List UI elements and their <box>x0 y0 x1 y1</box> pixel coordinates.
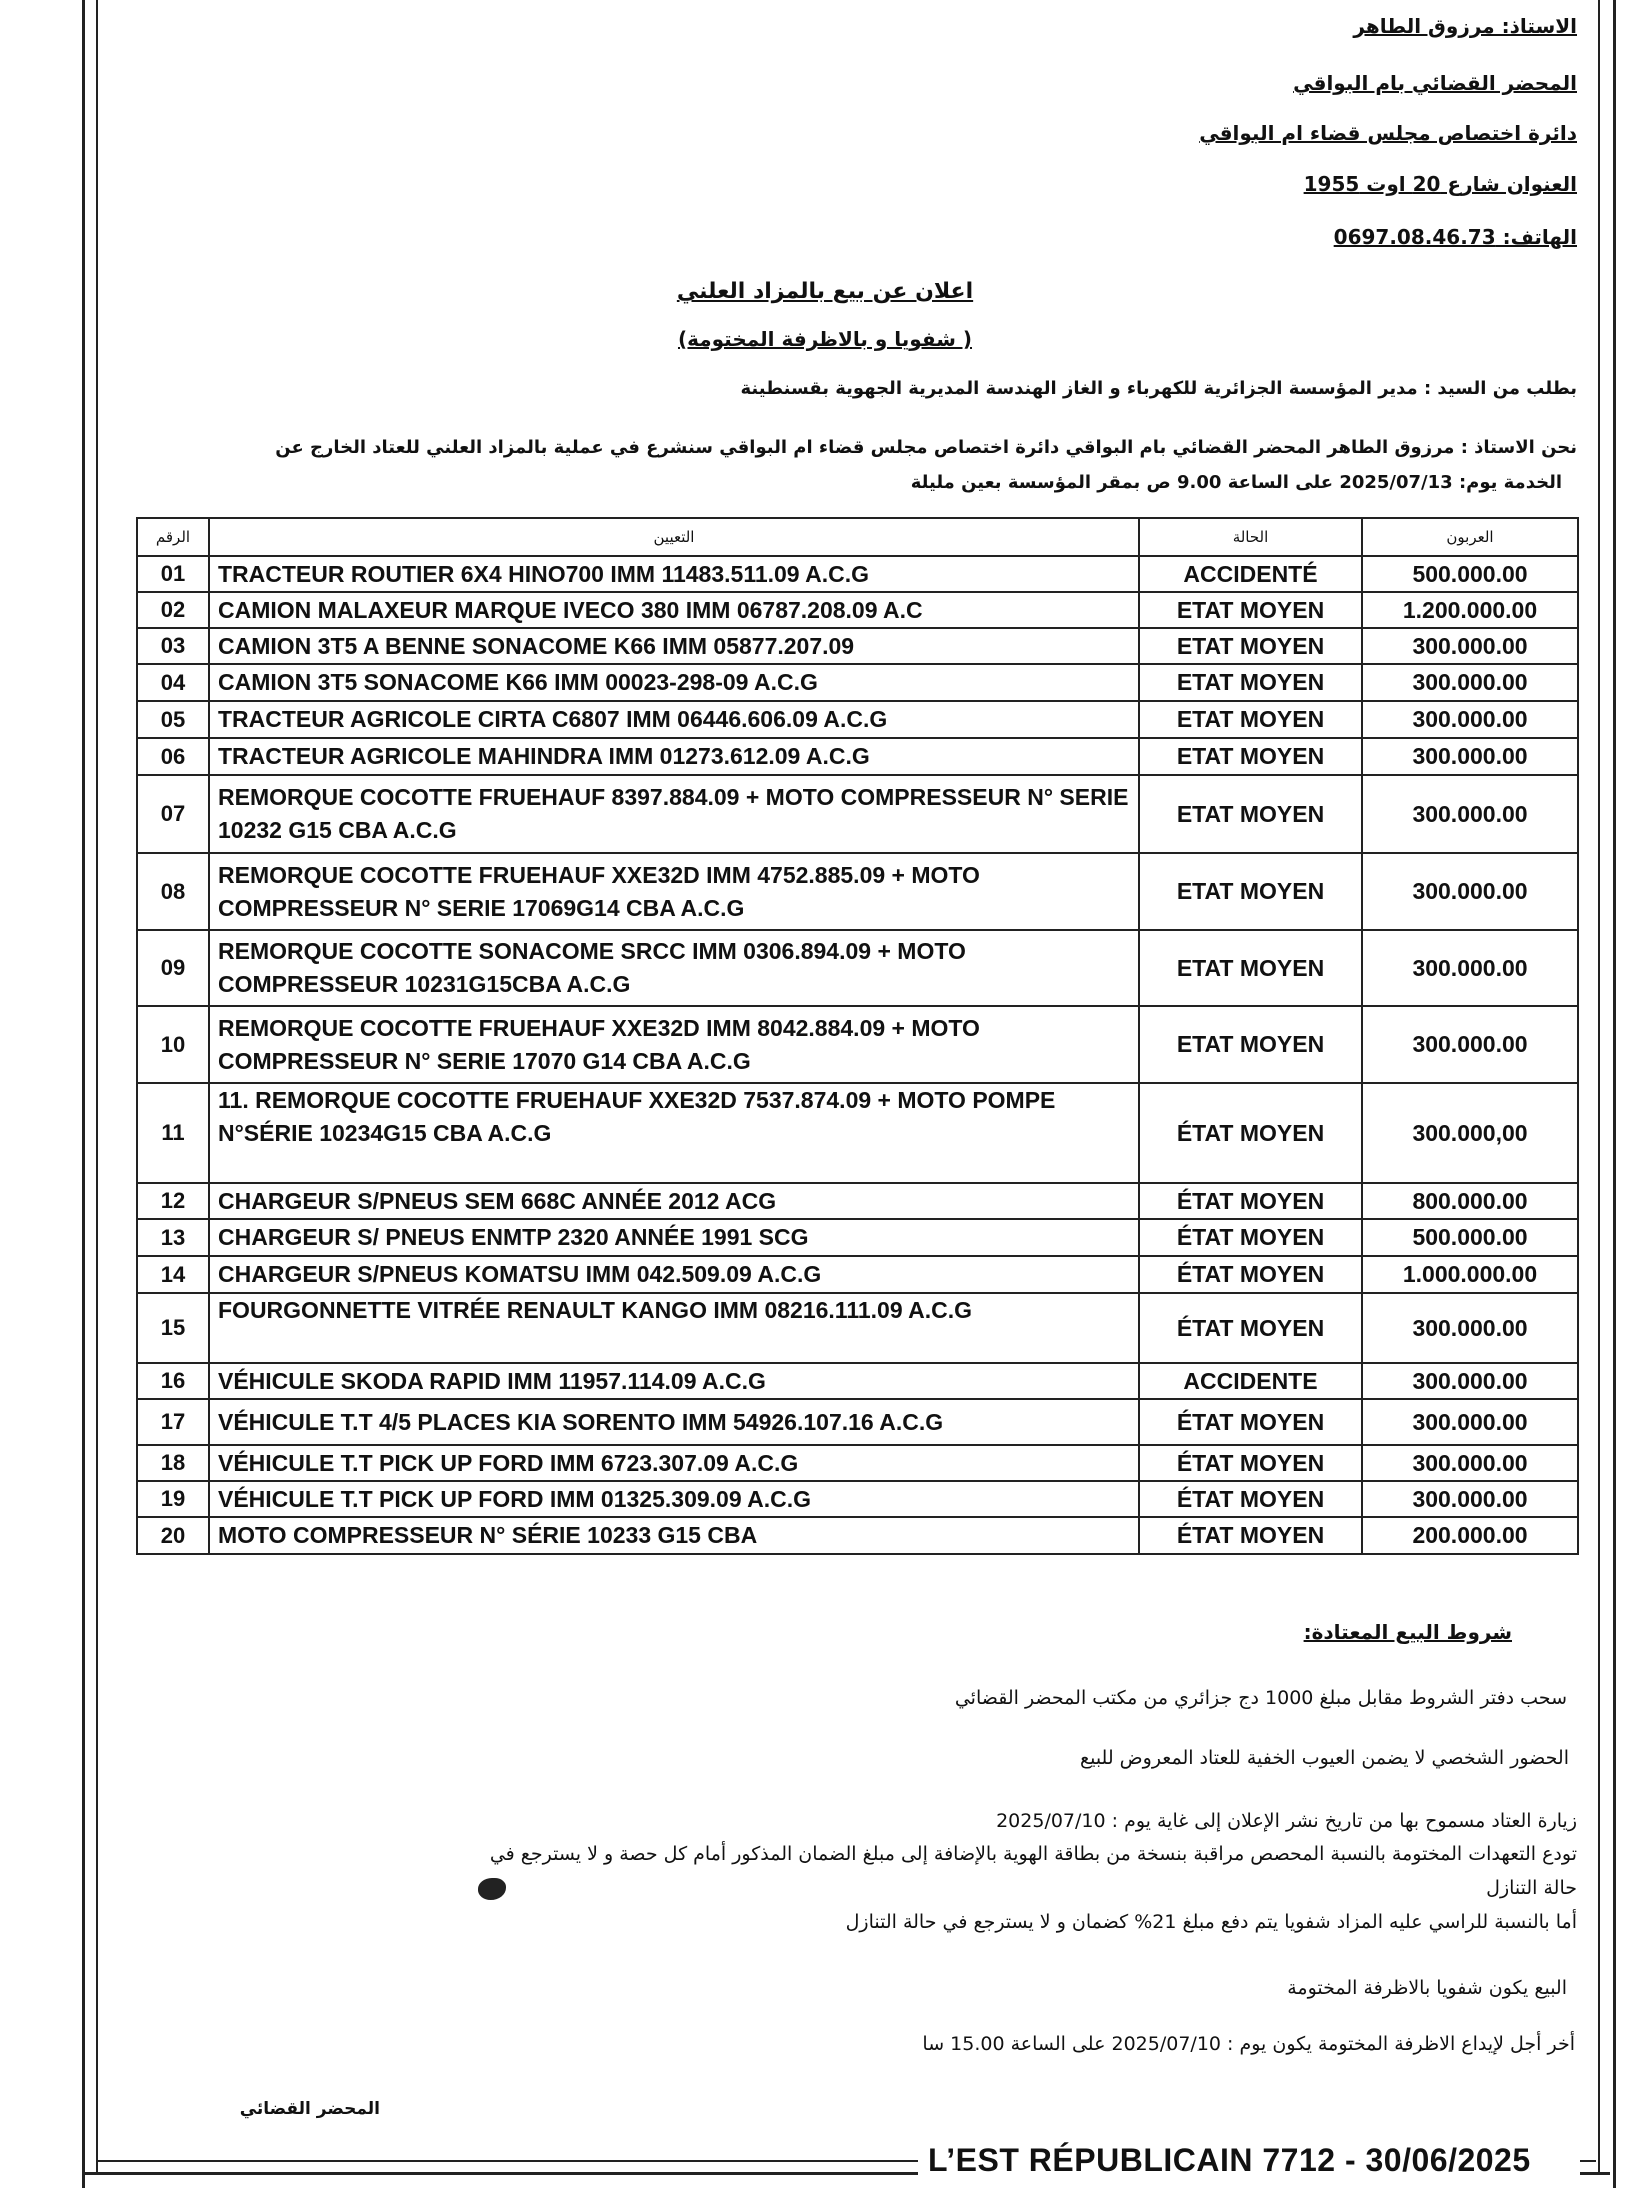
row-number: 17 <box>137 1399 209 1445</box>
items-table <box>136 517 1579 1555</box>
row-number: 15 <box>137 1293 209 1363</box>
row-price: 300.000.00 <box>1362 853 1578 930</box>
row-designation: MOTO COMPRESSEUR N° SÉRIE 10233 G15 CBA <box>209 1517 1139 1554</box>
header-role: المحضر القضائي بام البواقي <box>1293 71 1577 95</box>
row-number: 05 <box>137 701 209 738</box>
row-number: 19 <box>137 1481 209 1517</box>
row-designation: CAMION MALAXEUR MARQUE IVECO 380 IMM 06787.208.09 A.C <box>209 592 1139 628</box>
row-etat: ETAT MOYEN <box>1139 738 1362 775</box>
row-etat: ÉTAT MOYEN <box>1139 1399 1362 1445</box>
condition-item: البيع يكون شفويا بالاظرفة المختومة <box>1287 1977 1567 1999</box>
row-price: 300.000.00 <box>1362 1445 1578 1481</box>
row-price: 1.200.000.00 <box>1362 592 1578 628</box>
row-number: 10 <box>137 1006 209 1083</box>
row-etat: ETAT MOYEN <box>1139 853 1362 930</box>
row-price: 500.000.00 <box>1362 1219 1578 1256</box>
row-price: 500.000.00 <box>1362 556 1578 592</box>
header-address: العنوان شارع 20 اوت 1955 <box>1303 172 1577 196</box>
row-designation: REMORQUE COCOTTE SONACOME SRCC IMM 0306.894.09 + MOTO COMPRESSEUR 10231G15CBA A.C.G <box>209 930 1139 1006</box>
table-row <box>137 775 1578 853</box>
row-price: 300.000.00 <box>1362 775 1578 853</box>
table-row <box>137 592 1578 628</box>
table-row <box>137 738 1578 775</box>
table-row <box>137 701 1578 738</box>
row-number: 01 <box>137 556 209 592</box>
row-etat: ETAT MOYEN <box>1139 664 1362 701</box>
table-row <box>137 664 1578 701</box>
row-number: 14 <box>137 1256 209 1293</box>
row-designation: VÉHICULE SKODA RAPID IMM 11957.114.09 A.C.G <box>209 1363 1139 1399</box>
row-number: 18 <box>137 1445 209 1481</box>
row-etat: ÉTAT MOYEN <box>1139 1083 1362 1183</box>
conditions-title: شروط البيع المعتادة: <box>1303 1620 1512 1644</box>
row-designation: REMORQUE COCOTTE FRUEHAUF 8397.884.09 + MOTO COMPRESSEUR N° SERIE 10232 G15 CBA A.C.G <box>209 775 1139 853</box>
table-row <box>137 1293 1578 1363</box>
row-designation: CAMION 3T5 SONACOME K66 IMM 00023-298-09 A.C.G <box>209 664 1139 701</box>
header-designation: التعيين <box>209 518 1139 556</box>
header-lawyer: الاستاذ: مرزوق الطاهر <box>1353 14 1577 38</box>
footer-publication: L’EST RÉPUBLICAIN 7712 - 30/06/2025 <box>928 2142 1531 2178</box>
intro-line-2: الخدمة يوم: 2025/07/13 على الساعة 9.00 ص بمقر المؤسسة بعين مليلة <box>910 472 1562 493</box>
bottom-rule <box>96 2160 918 2162</box>
row-number: 02 <box>137 592 209 628</box>
notice-subtitle: ( شفويا و بالاظرفة المختومة) <box>677 327 972 351</box>
row-designation: FOURGONNETTE VITRÉE RENAULT KANGO IMM 08216.111.09 A.C.G <box>209 1293 1139 1363</box>
table-row <box>137 1006 1578 1083</box>
table-row <box>137 1183 1578 1219</box>
row-etat: ÉTAT MOYEN <box>1139 1481 1362 1517</box>
header-price: العربون <box>1362 518 1578 556</box>
row-etat: ETAT MOYEN <box>1139 1006 1362 1083</box>
row-price: 300.000.00 <box>1362 1481 1578 1517</box>
table-row <box>137 1363 1578 1399</box>
row-etat: ETAT MOYEN <box>1139 628 1362 664</box>
row-price: 800.000.00 <box>1362 1183 1578 1219</box>
condition-item: تودع التعهدات المختومة بالنسبة المحصص مراقبة بنسخة من بطاقة الهوية بالإضافة إلى مبلغ الضمان المذكور أمام كل حصة و لا يسترجع في <box>489 1843 1577 1865</box>
row-price: 300.000.00 <box>1362 738 1578 775</box>
table-row <box>137 1256 1578 1293</box>
row-etat: ÉTAT MOYEN <box>1139 1517 1362 1554</box>
row-number: 08 <box>137 853 209 930</box>
condition-item: الحضور الشخصي لا يضمن العيوب الخفية للعتاد المعروض للبيع <box>1079 1747 1569 1769</box>
row-etat: ACCIDENTÉ <box>1139 556 1362 592</box>
intro-request: بطلب من السيد : مدير المؤسسة الجزائرية للكهرباء و الغاز الهندسة المديرية الجهوية بقسنطينة <box>740 378 1577 399</box>
row-price: 300.000.00 <box>1362 664 1578 701</box>
table-row <box>137 1481 1578 1517</box>
row-price: 300.000.00 <box>1362 930 1578 1006</box>
row-price: 300.000.00 <box>1362 1006 1578 1083</box>
row-etat: ÉTAT MOYEN <box>1139 1445 1362 1481</box>
table-row <box>137 930 1578 1006</box>
row-price: 300.000.00 <box>1362 628 1578 664</box>
bottom-rule <box>1580 2160 1596 2162</box>
row-number: 12 <box>137 1183 209 1219</box>
intro-line-1: نحن الاستاذ : مرزوق الطاهر المحضر القضائي بام البواقي دائرة اختصاص مجلس قضاء ام البواقي سنشرع في عملية بالمزاد العلني للعتاد الخارج عن <box>275 437 1577 458</box>
table-row <box>137 556 1578 592</box>
table-row <box>137 628 1578 664</box>
row-number: 11 <box>137 1083 209 1183</box>
row-etat: ÉTAT MOYEN <box>1139 1183 1362 1219</box>
row-designation: TRACTEUR AGRICOLE CIRTA C6807 IMM 06446.606.09 A.C.G <box>209 701 1139 738</box>
row-number: 20 <box>137 1517 209 1554</box>
row-etat: ACCIDENTE <box>1139 1363 1362 1399</box>
row-number: 07 <box>137 775 209 853</box>
row-designation: REMORQUE COCOTTE FRUEHAUF XXE32D IMM 4752.885.09 + MOTO COMPRESSEUR N° SERIE 17069G14 CBA A.C.G <box>209 853 1139 930</box>
row-designation: 11. REMORQUE COCOTTE FRUEHAUF XXE32D 7537.874.09 + MOTO POMPE N°SÉRIE 10234G15 CBA A.C.G <box>209 1083 1139 1183</box>
table-row <box>137 1399 1578 1445</box>
row-number: 04 <box>137 664 209 701</box>
condition-item: زيارة العتاد مسموح بها من تاريخ نشر الإعلان إلى غاية يوم : 2025/07/10 <box>996 1810 1577 1832</box>
row-designation: VÉHICULE T.T PICK UP FORD IMM 6723.307.09 A.C.G <box>209 1445 1139 1481</box>
row-etat: ETAT MOYEN <box>1139 592 1362 628</box>
condition-item: أخر أجل لإيداع الاظرفة المختومة يكون يوم : 2025/07/10 على الساعة 15.00 سا <box>922 2033 1575 2055</box>
row-number: 06 <box>137 738 209 775</box>
row-price: 300.000.00 <box>1362 1293 1578 1363</box>
row-designation: CHARGEUR S/PNEUS SEM 668C ANNÉE 2012 ACG <box>209 1183 1139 1219</box>
table-row <box>137 1445 1578 1481</box>
row-etat: ÉTAT MOYEN <box>1139 1293 1362 1363</box>
row-designation: CHARGEUR S/ PNEUS ENMTP 2320 ANNÉE 1991 SCG <box>209 1219 1139 1256</box>
row-etat: ETAT MOYEN <box>1139 775 1362 853</box>
bottom-rule <box>82 2172 918 2175</box>
signature: المحضر القضائي <box>239 2099 380 2119</box>
bottom-rule <box>1580 2172 1610 2175</box>
row-designation: CHARGEUR S/PNEUS KOMATSU IMM 042.509.09 A.C.G <box>209 1256 1139 1293</box>
row-number: 16 <box>137 1363 209 1399</box>
table-header-row <box>137 518 1578 556</box>
row-designation: VÉHICULE T.T 4/5 PLACES KIA SORENTO IMM 54926.107.16 A.C.G <box>209 1399 1139 1445</box>
condition-item: حالة التنازل <box>1486 1877 1577 1899</box>
row-etat: ETAT MOYEN <box>1139 701 1362 738</box>
row-designation: REMORQUE COCOTTE FRUEHAUF XXE32D IMM 8042.884.09 + MOTO COMPRESSEUR N° SERIE 17070 G14 CBA A.C.G <box>209 1006 1139 1083</box>
header-num: الرقم <box>137 518 209 556</box>
row-price: 300.000.00 <box>1362 701 1578 738</box>
table-row <box>137 1083 1578 1183</box>
row-designation: TRACTEUR AGRICOLE MAHINDRA IMM 01273.612.09 A.C.G <box>209 738 1139 775</box>
row-designation: CAMION 3T5 A BENNE SONACOME K66 IMM 05877.207.09 <box>209 628 1139 664</box>
notice-title: اعلان عن بيع بالمزاد العلني <box>676 279 974 304</box>
row-number: 09 <box>137 930 209 1006</box>
table-row <box>137 1219 1578 1256</box>
row-price: 300.000.00 <box>1362 1399 1578 1445</box>
row-designation: VÉHICULE T.T PICK UP FORD IMM 01325.309.09 A.C.G <box>209 1481 1139 1517</box>
table-row <box>137 853 1578 930</box>
row-etat: ÉTAT MOYEN <box>1139 1256 1362 1293</box>
row-price: 1.000.000.00 <box>1362 1256 1578 1293</box>
table-row <box>137 1517 1578 1554</box>
header-phone: الهاتف: 0697.08.46.73 <box>1333 225 1577 249</box>
row-designation: TRACTEUR ROUTIER 6X4 HINO700 IMM 11483.511.09 A.C.G <box>209 556 1139 592</box>
header-etat: الحالة <box>1139 518 1362 556</box>
row-price: 300.000.00 <box>1362 1363 1578 1399</box>
row-etat: ETAT MOYEN <box>1139 930 1362 1006</box>
row-number: 03 <box>137 628 209 664</box>
condition-item: سحب دفتر الشروط مقابل مبلغ 1000 دج جزائري من مكتب المحضر القضائي <box>954 1687 1567 1709</box>
row-number: 13 <box>137 1219 209 1256</box>
row-etat: ÉTAT MOYEN <box>1139 1219 1362 1256</box>
row-price: 300.000,00 <box>1362 1083 1578 1183</box>
row-price: 200.000.00 <box>1362 1517 1578 1554</box>
condition-item: أما بالنسبة للراسي عليه المزاد شفويا يتم دفع مبلغ 21% كضمان و لا يسترجع في حالة التنازل <box>845 1911 1577 1933</box>
header-jurisdiction: دائرة اختصاص مجلس قضاء ام البواقي <box>1199 121 1577 145</box>
